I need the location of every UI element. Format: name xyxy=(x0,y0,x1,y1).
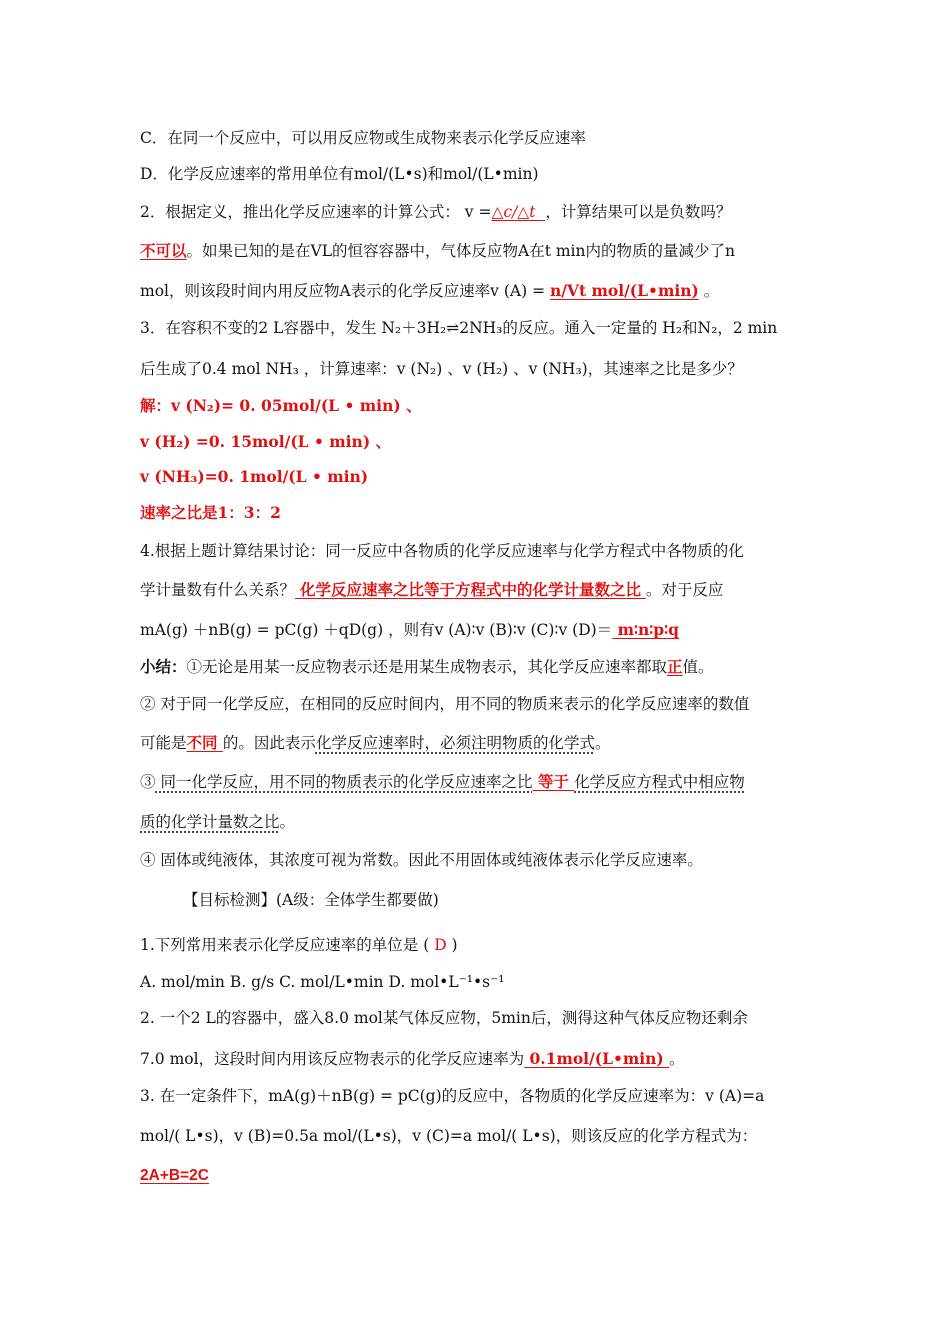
summary-3-line-2: 质的化学计量数之比。 xyxy=(140,813,296,831)
test-2-line-1: 2. 一个2 L的容器中，盛入8.0 mol某气体反应物，5min后，测得这种气体反应物还剩余 xyxy=(140,1009,748,1027)
question-2-line-1: 2．根据定义，推出化学反应速率的计算公式： v =△c/△t ，计算结果可以是负数吗？ xyxy=(140,203,732,221)
answer-test-3: 2A+B=2C xyxy=(140,1167,209,1184)
question-4-line-2: 学计量数有什么关系？ 化学反应速率之比等于方程式中的化学计量数之比 。对于反应 xyxy=(140,580,724,599)
answer-test-2: 0.1mol/(L•min) xyxy=(524,1049,670,1068)
answer-rate-formula: △c/△t xyxy=(491,203,536,221)
answer-rate-expression: n/Vt mol/(L•min) xyxy=(550,281,699,300)
question-3-line-1: 3．在容积不变的2 L容器中，发生 N₂＋3H₂⇌2NH₃的反应。通入一定量的 H₂和N₂，2 min xyxy=(140,319,778,337)
solution-ratio: 速率之比是1：3：2 xyxy=(140,503,281,522)
question-2-line-3: mol，则该段时间内用反应物A表示的化学反应速率v (A) = n/Vt mol/(L•min) 。 xyxy=(140,281,720,300)
answer-negative: 不可以 xyxy=(140,241,187,260)
question-4-line-3: mA(g) ＋nB(g) = pC(g) ＋qD(g) ，则有v (A)∶v (B)∶v (C)∶v (D)＝ m∶n∶p∶q xyxy=(140,620,680,639)
answer-coefficient-ratio: m∶n∶p∶q xyxy=(612,620,680,639)
answer-positive: 正 xyxy=(667,657,683,676)
test-1-options: A. mol/min B. g/s C. mol/L•min D. mol•L⁻¹•s⁻¹ xyxy=(140,973,505,991)
test-3-line-1: 3. 在一定条件下，mA(g)＋nB(g) = pC(g)的反应中，各物质的化学反应速率为：v (A)=a xyxy=(140,1087,765,1105)
question-3-line-2: 后生成了0.4 mol NH₃ ，计算速率：v (N₂) 、v (H₂) 、v (NH₃)，其速率之比是多少？ xyxy=(140,360,743,378)
test-3-line-2: mol/( L•s)，v (B)=0.5a mol/(L•s)，v (C)=a mol/( L•s)，则该反应的化学方程式为： xyxy=(140,1127,758,1145)
summary-3-line-1: ③ 同一化学反应，用不同的物质表示的化学反应速率之比 等于 化学反应方程式中相应物 xyxy=(140,772,745,791)
question-4-line-1: 4.根据上题计算结果讨论：同一反应中各物质的化学反应速率与化学方程式中各物质的化 xyxy=(140,542,744,560)
answer-equal: 等于 xyxy=(532,772,575,791)
solution-n2: 解：v (N₂)= 0. 05mol/(L • min) 、 xyxy=(140,396,422,415)
summary-2-line-1: ② 对于同一化学反应，在相同的反应时间内，用不同的物质来表示的化学反应速率的数值 xyxy=(140,695,750,713)
summary-4: ④ 固体或纯液体，其浓度可视为常数。因此不用固体或纯液体表示化学反应速率。 xyxy=(140,851,703,869)
answer-test-1: D xyxy=(429,936,452,954)
question-2-line-2: 不可以。如果已知的是在VL的恒容容器中，气体反应物A在t min内的物质的量减少了n xyxy=(140,241,735,260)
target-test-heading: 【目标检测】(A级：全体学生都要做) xyxy=(183,891,439,909)
option-d: D．化学反应速率的常用单位有mol/(L•s)和mol/(L•min) xyxy=(140,165,539,183)
test-2-line-2: 7.0 mol，这段时间内用该反应物表示的化学反应速率为 0.1mol/(L•min) 。 xyxy=(140,1049,685,1068)
test-1-question: 1.下列常用来表示化学反应速率的单位是 ( D ) xyxy=(140,936,458,954)
solution-h2: v (H₂) =0. 15mol/(L • min) 、 xyxy=(140,432,392,451)
summary-1: 小结：①无论是用某一反应物表示还是用某生成物表示，其化学反应速率都取正值。 xyxy=(140,657,714,676)
answer-different: 不同 xyxy=(186,733,223,752)
answer-ratio-relation: 化学反应速率之比等于方程式中的化学计量数之比 xyxy=(299,580,641,599)
option-c: C．在同一个反应中，可以用反应物或生成物来表示化学反应速率 xyxy=(140,129,586,147)
summary-2-line-2: 可能是不同 的。因此表示化学反应速率时，必须注明物质的化学式。 xyxy=(140,733,611,752)
solution-nh3: v (NH₃)=0. 1mol/(L • min) xyxy=(140,467,369,486)
